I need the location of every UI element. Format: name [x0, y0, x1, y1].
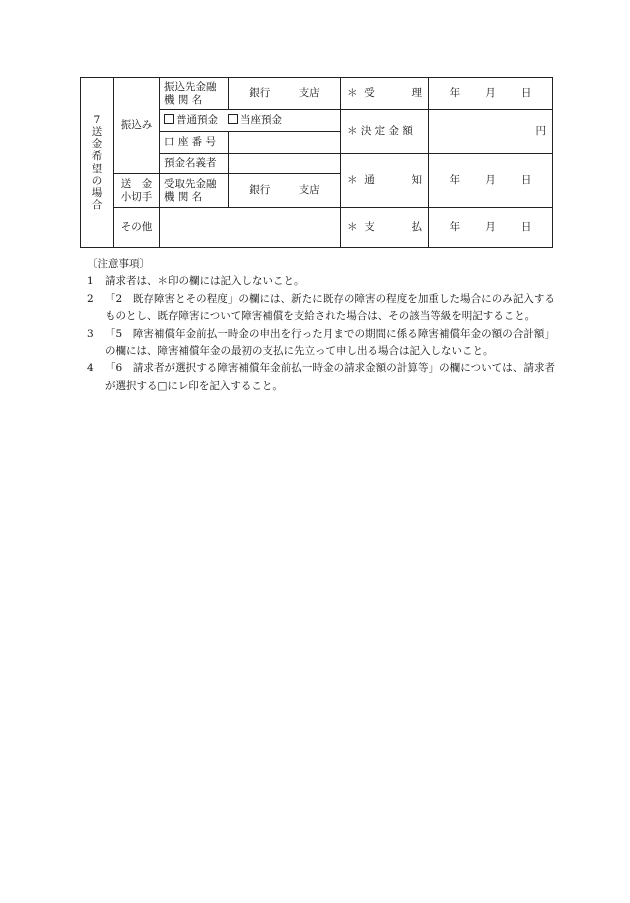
section-char: 金: [91, 138, 103, 151]
current-checkbox[interactable]: [228, 114, 238, 124]
branch-word: 支店: [298, 87, 320, 100]
current-deposit-label: 当座預金: [240, 114, 283, 127]
notice-label: ＊ 通 知: [341, 154, 429, 208]
check-bank-field[interactable]: [229, 174, 341, 208]
notes-section: [87, 256, 555, 395]
section-char: の: [91, 174, 103, 187]
section-number: 7: [93, 114, 101, 127]
section-char: 合: [91, 198, 103, 211]
payment-label: ＊ 支 払: [341, 208, 429, 248]
section-7-header: [81, 78, 114, 248]
account-holder-label: 預金名義者: [160, 154, 229, 174]
furikomi-label: 振込み: [114, 78, 160, 174]
note-item: 1 請求者は、＊印の欄には記入しないこと。: [87, 275, 305, 288]
bank-word: 銀行: [249, 87, 271, 100]
other-field[interactable]: [160, 208, 341, 248]
note-item: 3 「5 障害補償年金前払一時金の申出を行った月までの期間に係る障害補償年金の額の合計額」の欄には、障害補償年金の最初の支払に先立って申し出る場合は記入しないこと。: [87, 327, 555, 358]
notes-title: 〔注意事項〕: [87, 258, 150, 270]
notice-date: 年 月 日: [429, 154, 553, 208]
note-item: 2 「2 既存障害とその程度」の欄には、新たに既存の障害の程度を加重した場合にのみ記入するものとし、既存障害について障害補償を支給された場合は、その該当等級を明記すること。: [87, 292, 555, 323]
received-date: 年 月 日: [429, 78, 553, 110]
ordinary-checkbox[interactable]: [164, 114, 174, 124]
account-number-field[interactable]: [229, 132, 341, 154]
furikomi-bank-label: 振込先金融 機 関 名: [160, 78, 229, 110]
branch-word: 支店: [298, 184, 320, 197]
yen-unit: 円: [535, 125, 546, 138]
ordinary-deposit-label: 普通預金: [176, 114, 218, 127]
section-char: 場: [91, 186, 103, 199]
section-char: 希: [91, 150, 103, 163]
furikomi-bank-field[interactable]: [229, 78, 341, 110]
deposit-type-field[interactable]: [160, 110, 341, 132]
account-number-label: 口 座 番 号: [160, 132, 229, 154]
decision-amount-label: ＊ 決 定 金 額: [341, 110, 429, 154]
other-label: その他: [114, 208, 160, 248]
section-char: 望: [91, 162, 103, 175]
section-char: 送: [91, 126, 103, 139]
payment-date: 年 月 日: [429, 208, 553, 248]
remittance-form-table: [80, 77, 553, 248]
check-label: 送 金 小切手: [114, 174, 160, 208]
received-label: ＊ 受 理: [341, 78, 429, 110]
check-bank-label: 受取先金融 機 関 名: [160, 174, 229, 208]
note-item: 4 「6 請求者が選択する障害補償年金前払一時金の請求金額の計算等」の欄については、請求者が選択する□にレ印を記入すること。: [87, 362, 555, 392]
account-holder-field[interactable]: [229, 154, 341, 174]
bank-word: 銀行: [249, 184, 271, 197]
decision-amount-field: [429, 110, 553, 154]
